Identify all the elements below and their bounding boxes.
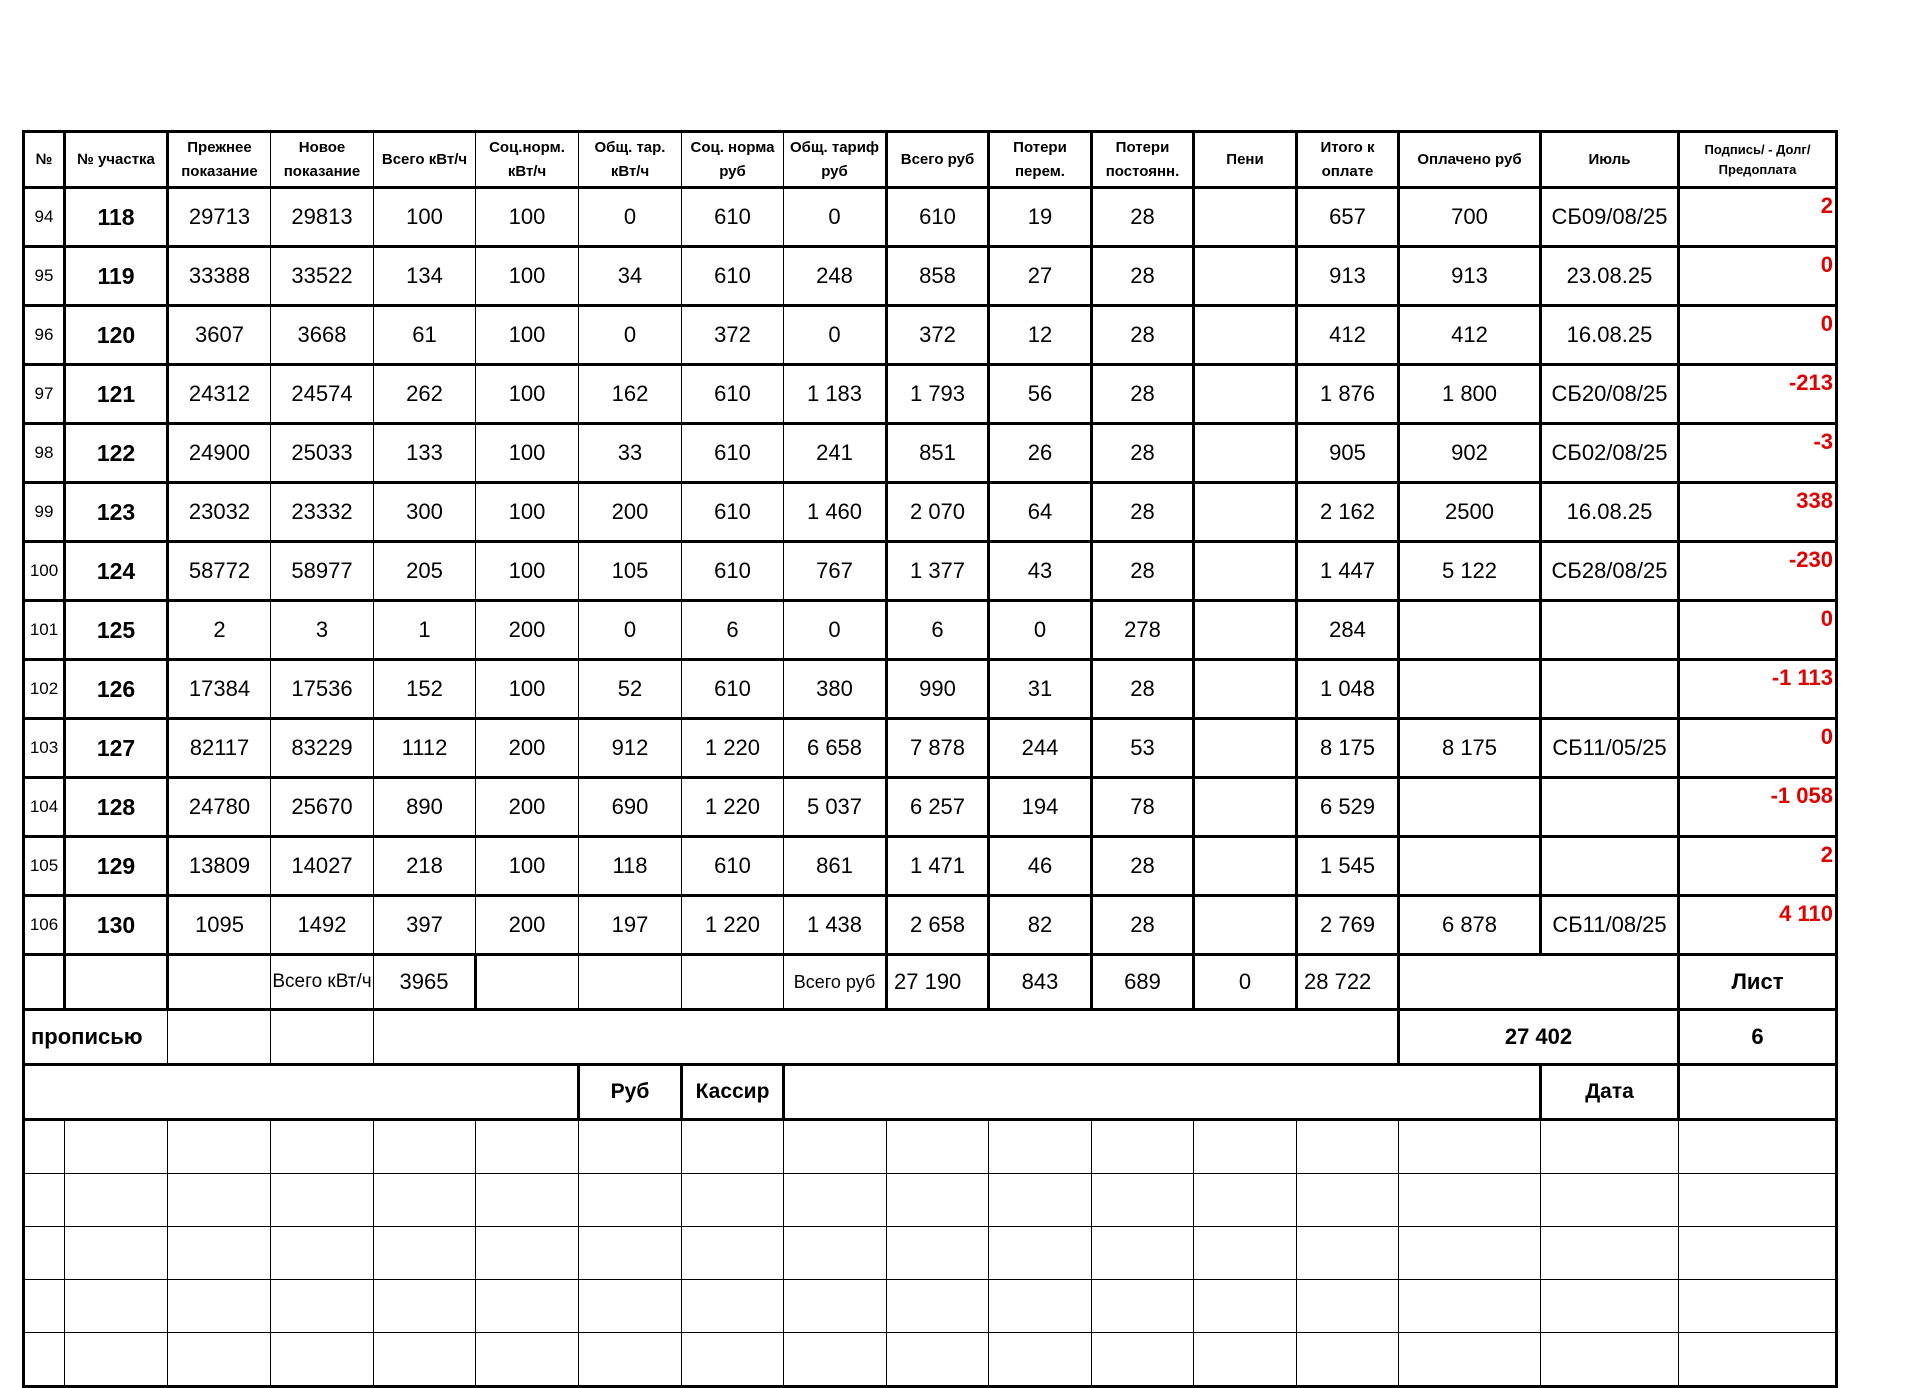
total-rub-cell: 2 070 — [887, 483, 989, 542]
signature-row — [24, 1065, 1837, 1120]
penalty-cell — [1194, 837, 1297, 896]
total-due-cell: 2 162 — [1297, 483, 1399, 542]
header-july: Июль — [1541, 132, 1679, 188]
paid-cell: 902 — [1399, 424, 1541, 483]
balance-cell: -230 — [1679, 542, 1837, 601]
penalty-cell — [1194, 601, 1297, 660]
row-number-cell: 97 — [24, 365, 65, 424]
general-rub-cell: 767 — [784, 542, 887, 601]
paid-cell — [1399, 660, 1541, 719]
social-kwh-cell: 100 — [476, 188, 579, 247]
date-field — [1679, 1065, 1837, 1120]
total-due-cell: 905 — [1297, 424, 1399, 483]
general-kwh-cell: 912 — [579, 719, 682, 778]
social-rub-cell: 610 — [682, 247, 784, 306]
new-reading-cell: 1492 — [271, 896, 374, 955]
social-kwh-cell: 100 — [476, 247, 579, 306]
paid-cell — [1399, 601, 1541, 660]
social-kwh-cell: 200 — [476, 896, 579, 955]
balance-cell: -1 058 — [1679, 778, 1837, 837]
general-kwh-cell: 33 — [579, 424, 682, 483]
blank-row — [24, 1120, 1837, 1174]
prev-reading-cell: 23032 — [168, 483, 271, 542]
paid-cell — [1399, 778, 1541, 837]
prev-reading-cell: 1095 — [168, 896, 271, 955]
loss-constant-cell: 28 — [1092, 483, 1194, 542]
july-payment-cell — [1541, 601, 1679, 660]
balance-cell: 2 — [1679, 837, 1837, 896]
general-rub-cell: 5 037 — [784, 778, 887, 837]
row-number-cell: 102 — [24, 660, 65, 719]
loss-variable-cell: 26 — [989, 424, 1092, 483]
date-label: Дата — [1541, 1065, 1679, 1120]
table-row — [24, 483, 1837, 542]
plot-number-cell: 120 — [65, 306, 168, 365]
loss-constant-cell: 28 — [1092, 365, 1194, 424]
header-row — [24, 132, 1837, 188]
row-number-cell: 94 — [24, 188, 65, 247]
total-kwh-cell: 152 — [374, 660, 476, 719]
plot-number-cell: 128 — [65, 778, 168, 837]
header-balance: Подпись/ - Долг/Предоплата — [1679, 132, 1837, 188]
july-payment-cell: СБ20/08/25 — [1541, 365, 1679, 424]
general-rub-cell: 0 — [784, 188, 887, 247]
header-new-reading: Новое показание — [271, 132, 374, 188]
loss-constant-cell: 28 — [1092, 188, 1194, 247]
loss-constant-cell: 28 — [1092, 424, 1194, 483]
total-due-cell: 1 876 — [1297, 365, 1399, 424]
header-total-rub: Всего руб — [887, 132, 989, 188]
new-reading-cell: 24574 — [271, 365, 374, 424]
table-row — [24, 542, 1837, 601]
prev-reading-cell: 24900 — [168, 424, 271, 483]
penalty-cell — [1194, 778, 1297, 837]
prev-reading-cell: 2 — [168, 601, 271, 660]
new-reading-cell: 25033 — [271, 424, 374, 483]
totals-kwh-label: Всего кВт/ч — [271, 955, 374, 1010]
social-kwh-cell: 100 — [476, 837, 579, 896]
loss-variable-cell: 31 — [989, 660, 1092, 719]
sheet-number: 6 — [1679, 1010, 1837, 1065]
prev-reading-cell: 58772 — [168, 542, 271, 601]
table-row — [24, 660, 1837, 719]
general-rub-cell: 0 — [784, 306, 887, 365]
social-rub-cell: 610 — [682, 483, 784, 542]
blank-row — [24, 1227, 1837, 1280]
table-row — [24, 306, 1837, 365]
prev-reading-cell: 13809 — [168, 837, 271, 896]
loss-variable-cell: 0 — [989, 601, 1092, 660]
total-due-cell: 657 — [1297, 188, 1399, 247]
general-kwh-cell: 0 — [579, 306, 682, 365]
july-payment-cell: СБ11/08/25 — [1541, 896, 1679, 955]
plot-number-cell: 129 — [65, 837, 168, 896]
loss-variable-cell: 27 — [989, 247, 1092, 306]
balance-cell: 4 110 — [1679, 896, 1837, 955]
table-row — [24, 837, 1837, 896]
table-row — [24, 896, 1837, 955]
total-due-cell: 8 175 — [1297, 719, 1399, 778]
social-rub-cell: 610 — [682, 424, 784, 483]
loss-variable-cell: 19 — [989, 188, 1092, 247]
loss-constant-cell: 28 — [1092, 542, 1194, 601]
prev-reading-cell: 82117 — [168, 719, 271, 778]
balance-cell: 338 — [1679, 483, 1837, 542]
totals-row — [24, 955, 1837, 1010]
rub-label: Руб — [579, 1065, 682, 1120]
social-rub-cell: 610 — [682, 188, 784, 247]
total-due-cell: 284 — [1297, 601, 1399, 660]
july-payment-cell — [1541, 660, 1679, 719]
loss-variable-cell: 194 — [989, 778, 1092, 837]
july-payment-cell: СБ02/08/25 — [1541, 424, 1679, 483]
row-number-cell: 105 — [24, 837, 65, 896]
total-due-cell: 1 447 — [1297, 542, 1399, 601]
plot-number-cell: 125 — [65, 601, 168, 660]
paid-cell: 1 800 — [1399, 365, 1541, 424]
social-rub-cell: 1 220 — [682, 719, 784, 778]
social-rub-cell: 372 — [682, 306, 784, 365]
loss-variable-cell: 82 — [989, 896, 1092, 955]
header-total-kwh: Всего кВт/ч — [374, 132, 476, 188]
july-payment-cell: 23.08.25 — [1541, 247, 1679, 306]
blank-row — [24, 1333, 1837, 1387]
total-kwh-cell: 262 — [374, 365, 476, 424]
total-due-cell: 1 048 — [1297, 660, 1399, 719]
header-social-rub: Соц. норма руб — [682, 132, 784, 188]
general-kwh-cell: 162 — [579, 365, 682, 424]
penalty-cell — [1194, 896, 1297, 955]
totals-penalty: 0 — [1194, 955, 1297, 1010]
total-rub-cell: 1 793 — [887, 365, 989, 424]
total-kwh-cell: 1112 — [374, 719, 476, 778]
social-rub-cell: 610 — [682, 365, 784, 424]
balance-cell: 0 — [1679, 247, 1837, 306]
table-row — [24, 365, 1837, 424]
loss-constant-cell: 28 — [1092, 837, 1194, 896]
loss-variable-cell: 64 — [989, 483, 1092, 542]
paid-cell: 700 — [1399, 188, 1541, 247]
totals-due: 28 722 — [1297, 955, 1399, 1010]
social-kwh-cell: 100 — [476, 542, 579, 601]
loss-variable-cell: 244 — [989, 719, 1092, 778]
social-kwh-cell: 100 — [476, 306, 579, 365]
general-rub-cell: 0 — [784, 601, 887, 660]
plot-number-cell: 123 — [65, 483, 168, 542]
total-kwh-cell: 1 — [374, 601, 476, 660]
general-kwh-cell: 118 — [579, 837, 682, 896]
total-rub-cell: 610 — [887, 188, 989, 247]
plot-number-cell: 126 — [65, 660, 168, 719]
new-reading-cell: 33522 — [271, 247, 374, 306]
new-reading-cell: 83229 — [271, 719, 374, 778]
row-number-cell: 98 — [24, 424, 65, 483]
total-due-cell: 2 769 — [1297, 896, 1399, 955]
general-kwh-cell: 200 — [579, 483, 682, 542]
prev-reading-cell: 3607 — [168, 306, 271, 365]
total-kwh-cell: 133 — [374, 424, 476, 483]
total-kwh-cell: 300 — [374, 483, 476, 542]
new-reading-cell: 17536 — [271, 660, 374, 719]
in-words-row — [24, 1010, 1837, 1065]
table-row — [24, 188, 1837, 247]
cashier-signature-field — [784, 1065, 1541, 1120]
social-rub-cell: 1 220 — [682, 896, 784, 955]
general-rub-cell: 241 — [784, 424, 887, 483]
july-payment-cell — [1541, 837, 1679, 896]
table-row — [24, 601, 1837, 660]
paid-cell: 8 175 — [1399, 719, 1541, 778]
loss-constant-cell: 28 — [1092, 660, 1194, 719]
plot-number-cell: 121 — [65, 365, 168, 424]
totals-kwh: 3965 — [374, 955, 476, 1010]
paid-total: 27 402 — [1399, 1010, 1679, 1065]
total-rub-cell: 2 658 — [887, 896, 989, 955]
header-penalty: Пени — [1194, 132, 1297, 188]
penalty-cell — [1194, 247, 1297, 306]
new-reading-cell: 58977 — [271, 542, 374, 601]
general-rub-cell: 1 460 — [784, 483, 887, 542]
general-rub-cell: 1 183 — [784, 365, 887, 424]
plot-number-cell: 119 — [65, 247, 168, 306]
total-due-cell: 412 — [1297, 306, 1399, 365]
total-kwh-cell: 61 — [374, 306, 476, 365]
total-rub-cell: 1 471 — [887, 837, 989, 896]
social-rub-cell: 610 — [682, 542, 784, 601]
loss-constant-cell: 278 — [1092, 601, 1194, 660]
loss-variable-cell: 12 — [989, 306, 1092, 365]
new-reading-cell: 3 — [271, 601, 374, 660]
totals-rub-label: Всего руб — [784, 955, 887, 1010]
total-due-cell: 913 — [1297, 247, 1399, 306]
paid-cell: 412 — [1399, 306, 1541, 365]
total-kwh-cell: 134 — [374, 247, 476, 306]
row-number-cell: 96 — [24, 306, 65, 365]
plot-number-cell: 130 — [65, 896, 168, 955]
row-number-cell: 99 — [24, 483, 65, 542]
penalty-cell — [1194, 306, 1297, 365]
penalty-cell — [1194, 188, 1297, 247]
cashier-label: Кассир — [682, 1065, 784, 1120]
balance-cell: 2 — [1679, 188, 1837, 247]
social-kwh-cell: 200 — [476, 778, 579, 837]
row-number-cell: 103 — [24, 719, 65, 778]
prev-reading-cell: 24312 — [168, 365, 271, 424]
loss-constant-cell: 28 — [1092, 896, 1194, 955]
total-due-cell: 1 545 — [1297, 837, 1399, 896]
table-row — [24, 778, 1837, 837]
july-payment-cell: 16.08.25 — [1541, 306, 1679, 365]
totals-loss-constant: 689 — [1092, 955, 1194, 1010]
header-loss-constant: Потери постоянн. — [1092, 132, 1194, 188]
table-row — [24, 424, 1837, 483]
loss-constant-cell: 78 — [1092, 778, 1194, 837]
electricity-ledger-table — [22, 130, 1838, 1388]
header-number: № — [24, 132, 65, 188]
balance-cell: -3 — [1679, 424, 1837, 483]
general-rub-cell: 248 — [784, 247, 887, 306]
header-prev-reading: Прежнее показание — [168, 132, 271, 188]
balance-cell: -213 — [1679, 365, 1837, 424]
blank-row — [24, 1280, 1837, 1333]
loss-variable-cell: 46 — [989, 837, 1092, 896]
total-kwh-cell: 890 — [374, 778, 476, 837]
general-rub-cell: 861 — [784, 837, 887, 896]
plot-number-cell: 127 — [65, 719, 168, 778]
social-kwh-cell: 200 — [476, 601, 579, 660]
totals-rub: 27 190 — [887, 955, 989, 1010]
july-payment-cell: 16.08.25 — [1541, 483, 1679, 542]
total-kwh-cell: 218 — [374, 837, 476, 896]
loss-variable-cell: 56 — [989, 365, 1092, 424]
july-payment-cell: СБ11/05/25 — [1541, 719, 1679, 778]
total-rub-cell: 7 878 — [887, 719, 989, 778]
header-general-kwh: Общ. тар. кВт/ч — [579, 132, 682, 188]
social-kwh-cell: 200 — [476, 719, 579, 778]
header-loss-variable: Потери перем. — [989, 132, 1092, 188]
header-social-kwh: Соц.норм. кВт/ч — [476, 132, 579, 188]
penalty-cell — [1194, 483, 1297, 542]
balance-cell: -1 113 — [1679, 660, 1837, 719]
social-rub-cell: 610 — [682, 837, 784, 896]
social-rub-cell: 6 — [682, 601, 784, 660]
header-general-rub: Общ. тариф руб — [784, 132, 887, 188]
total-kwh-cell: 100 — [374, 188, 476, 247]
loss-variable-cell: 43 — [989, 542, 1092, 601]
general-kwh-cell: 105 — [579, 542, 682, 601]
total-kwh-cell: 205 — [374, 542, 476, 601]
social-kwh-cell: 100 — [476, 660, 579, 719]
row-number-cell: 100 — [24, 542, 65, 601]
plot-number-cell: 124 — [65, 542, 168, 601]
new-reading-cell: 29813 — [271, 188, 374, 247]
balance-cell: 0 — [1679, 719, 1837, 778]
paid-cell: 2500 — [1399, 483, 1541, 542]
header-total-due: Итого к оплате — [1297, 132, 1399, 188]
prev-reading-cell: 24780 — [168, 778, 271, 837]
general-rub-cell: 1 438 — [784, 896, 887, 955]
blank-row — [24, 1174, 1837, 1227]
new-reading-cell: 3668 — [271, 306, 374, 365]
header-paid: Оплачено руб — [1399, 132, 1541, 188]
row-number-cell: 104 — [24, 778, 65, 837]
total-rub-cell: 990 — [887, 660, 989, 719]
new-reading-cell: 14027 — [271, 837, 374, 896]
prev-reading-cell: 33388 — [168, 247, 271, 306]
penalty-cell — [1194, 719, 1297, 778]
paid-cell: 6 878 — [1399, 896, 1541, 955]
general-rub-cell: 6 658 — [784, 719, 887, 778]
sheet-label: Лист — [1679, 955, 1837, 1010]
row-number-cell: 106 — [24, 896, 65, 955]
total-rub-cell: 6 257 — [887, 778, 989, 837]
total-rub-cell: 6 — [887, 601, 989, 660]
in-words-label: прописью — [24, 1010, 168, 1065]
prev-reading-cell: 17384 — [168, 660, 271, 719]
social-rub-cell: 610 — [682, 660, 784, 719]
header-plot: № участка — [65, 132, 168, 188]
new-reading-cell: 25670 — [271, 778, 374, 837]
table-row — [24, 719, 1837, 778]
general-rub-cell: 380 — [784, 660, 887, 719]
july-payment-cell: СБ28/08/25 — [1541, 542, 1679, 601]
plot-number-cell: 122 — [65, 424, 168, 483]
total-due-cell: 6 529 — [1297, 778, 1399, 837]
row-number-cell: 101 — [24, 601, 65, 660]
social-kwh-cell: 100 — [476, 424, 579, 483]
paid-cell — [1399, 837, 1541, 896]
prev-reading-cell: 29713 — [168, 188, 271, 247]
total-rub-cell: 372 — [887, 306, 989, 365]
general-kwh-cell: 690 — [579, 778, 682, 837]
total-rub-cell: 1 377 — [887, 542, 989, 601]
social-rub-cell: 1 220 — [682, 778, 784, 837]
social-kwh-cell: 100 — [476, 365, 579, 424]
plot-number-cell: 118 — [65, 188, 168, 247]
paid-cell: 913 — [1399, 247, 1541, 306]
new-reading-cell: 23332 — [271, 483, 374, 542]
july-payment-cell — [1541, 778, 1679, 837]
total-kwh-cell: 397 — [374, 896, 476, 955]
general-kwh-cell: 52 — [579, 660, 682, 719]
balance-cell: 0 — [1679, 306, 1837, 365]
general-kwh-cell: 197 — [579, 896, 682, 955]
table-row — [24, 247, 1837, 306]
loss-constant-cell: 53 — [1092, 719, 1194, 778]
penalty-cell — [1194, 424, 1297, 483]
social-kwh-cell: 100 — [476, 483, 579, 542]
total-rub-cell: 858 — [887, 247, 989, 306]
general-kwh-cell: 0 — [579, 601, 682, 660]
july-payment-cell: СБ09/08/25 — [1541, 188, 1679, 247]
general-kwh-cell: 0 — [579, 188, 682, 247]
total-rub-cell: 851 — [887, 424, 989, 483]
penalty-cell — [1194, 365, 1297, 424]
loss-constant-cell: 28 — [1092, 247, 1194, 306]
general-kwh-cell: 34 — [579, 247, 682, 306]
totals-loss-variable: 843 — [989, 955, 1092, 1010]
balance-cell: 0 — [1679, 601, 1837, 660]
row-number-cell: 95 — [24, 247, 65, 306]
penalty-cell — [1194, 542, 1297, 601]
paid-cell: 5 122 — [1399, 542, 1541, 601]
loss-constant-cell: 28 — [1092, 306, 1194, 365]
in-words-text — [374, 1010, 1399, 1065]
penalty-cell — [1194, 660, 1297, 719]
